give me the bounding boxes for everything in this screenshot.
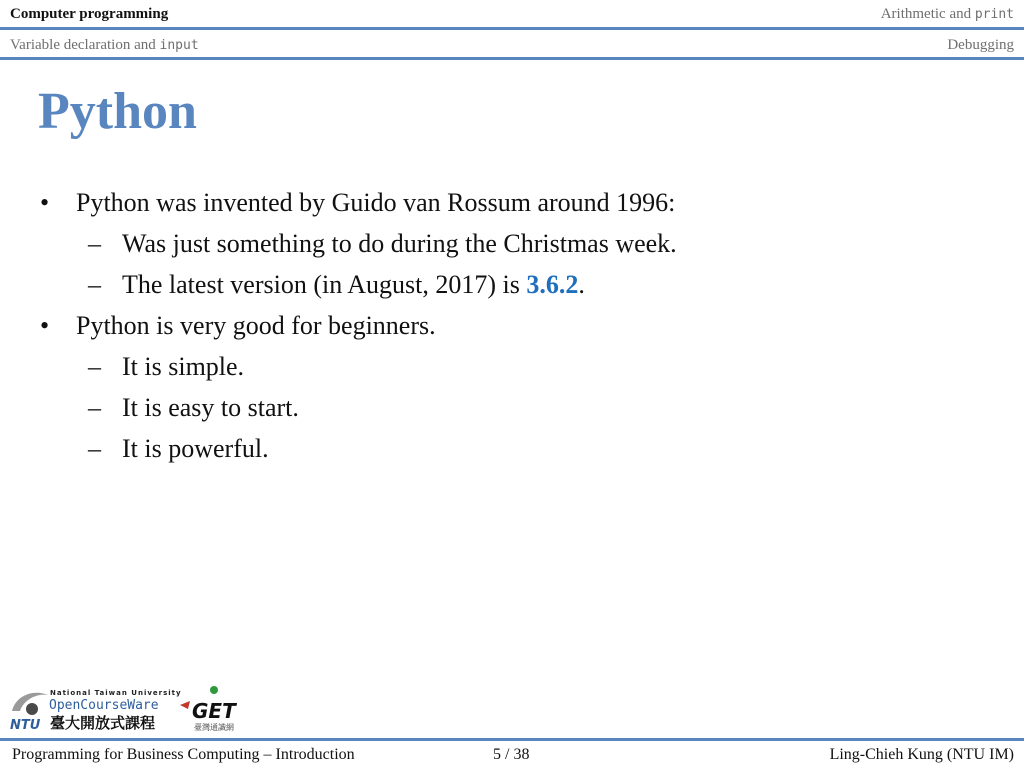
sub-bullet-text: It is powerful. xyxy=(122,434,269,463)
bullet-item xyxy=(36,182,976,223)
ntu-ocw-logo xyxy=(8,683,252,735)
footer-author: Ling-Chieh Kung (NTU IM) xyxy=(829,746,1014,763)
slide-content xyxy=(36,182,976,469)
header-divider-1 xyxy=(0,27,1024,30)
bullet-text: Python was invented by Guido van Rossum around 1996: xyxy=(76,188,676,217)
sub-bullet-text: Was just something to do during the Christmas week. xyxy=(122,229,677,258)
footer-course-title: Programming for Business Computing – Introduction xyxy=(12,746,355,763)
dash-icon: – xyxy=(88,393,101,422)
subsection-code: input xyxy=(159,38,199,53)
version-highlight: 3.6.2 xyxy=(526,270,579,299)
page-number: 5 / 38 xyxy=(493,746,530,763)
header-row-subsection xyxy=(0,31,1024,59)
sub-bullet-item xyxy=(36,346,976,387)
ocw-chinese-text: 臺大開放式課程 xyxy=(50,714,156,732)
ntu-abbr-text: NTU xyxy=(10,718,41,733)
sub-bullet-text-after: . xyxy=(578,270,585,299)
dash-icon: – xyxy=(88,434,101,463)
next-subsection-link[interactable]: Debugging xyxy=(947,37,1014,53)
get-chinese-text: 臺灣通識網 xyxy=(194,723,234,732)
get-accent-icon xyxy=(180,701,190,709)
header-divider-2 xyxy=(0,57,1024,60)
next-section-text: Arithmetic and xyxy=(880,6,975,22)
next-section-link[interactable] xyxy=(881,6,1014,23)
current-section[interactable]: Computer programming xyxy=(10,6,169,22)
university-name-text: National Taiwan University xyxy=(50,689,182,697)
next-section-code: print xyxy=(974,7,1014,22)
sub-bullet-item xyxy=(36,264,976,305)
get-leaf-icon xyxy=(210,686,218,694)
sub-bullet-text: It is simple. xyxy=(122,352,245,381)
dash-icon: – xyxy=(88,229,101,258)
dash-icon: – xyxy=(88,352,101,381)
ocw-text: OpenCourseWare xyxy=(49,698,159,713)
slide-title: Python xyxy=(38,83,197,140)
ntu-mark-icon xyxy=(26,703,38,715)
bullet-text: Python is very good for beginners. xyxy=(76,311,436,340)
bullet-dot-icon: • xyxy=(40,311,50,340)
subsection-text: Variable declaration and xyxy=(10,37,160,53)
bullet-item xyxy=(36,305,976,346)
get-logo-text: GET xyxy=(192,699,236,723)
sub-bullet-text-before: The latest version (in August, 2017) is xyxy=(122,270,527,299)
footer-divider xyxy=(0,738,1024,741)
header-row-section xyxy=(0,0,1024,28)
sub-bullet-item xyxy=(36,223,976,264)
dash-icon: – xyxy=(88,270,101,299)
sub-bullet-item xyxy=(36,428,976,469)
bullet-dot-icon: • xyxy=(40,188,50,217)
sub-bullet-text: It is easy to start. xyxy=(122,393,299,422)
current-subsection[interactable] xyxy=(10,37,199,54)
sub-bullet-item xyxy=(36,387,976,428)
